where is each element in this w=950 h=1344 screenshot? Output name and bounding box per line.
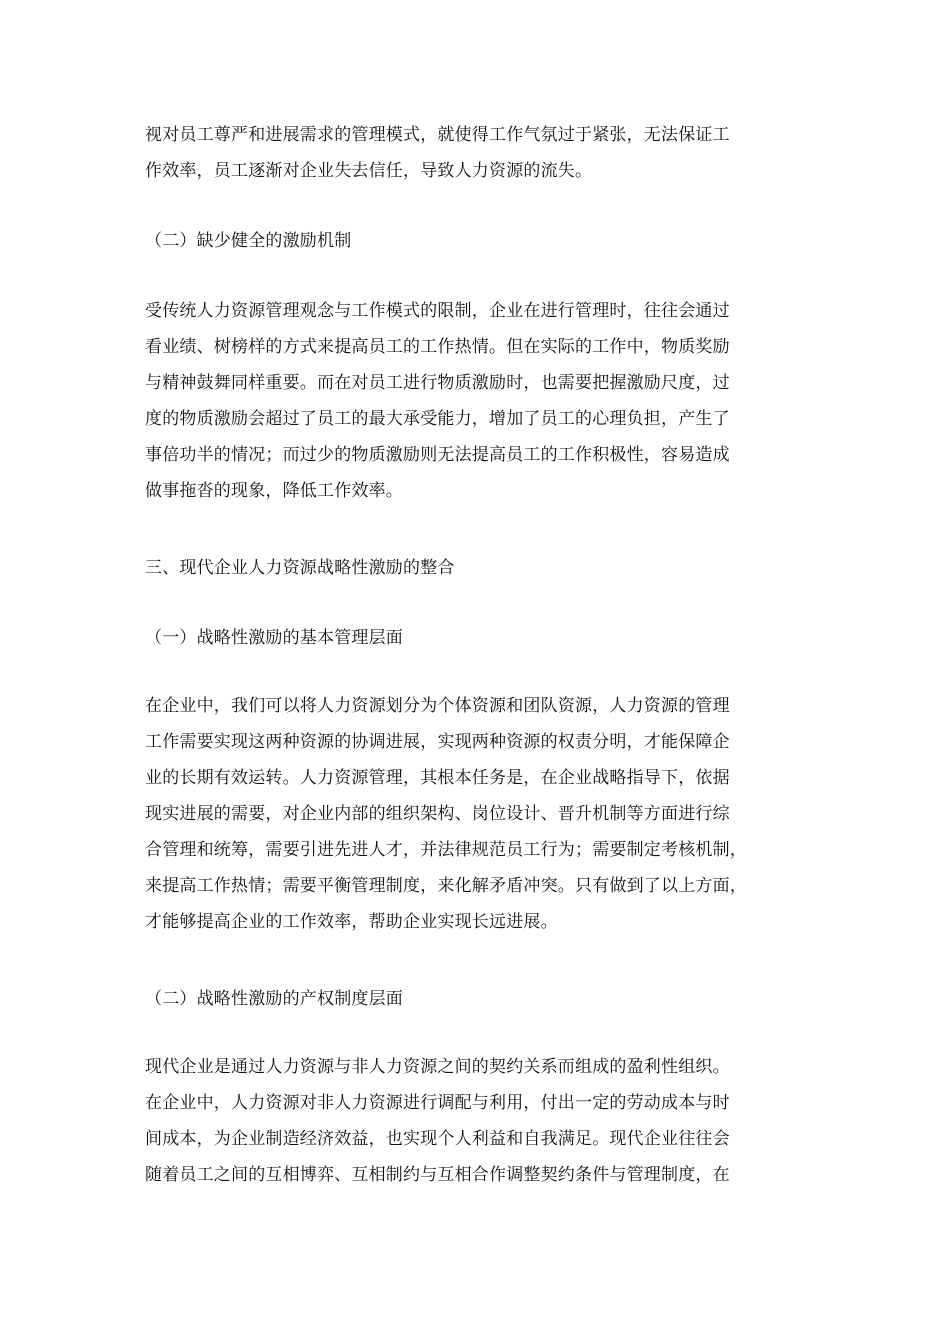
- paragraph-line: 才能够提高企业的工作效率，帮助企业实现长远进展。: [145, 912, 558, 932]
- section-heading: 三、现代企业人力资源战略性激励的整合: [145, 558, 455, 578]
- paragraph-line: 现代企业是通过人力资源与非人力资源之间的契约关系而组成的盈利性组织。: [145, 1057, 730, 1077]
- paragraph-line: 作效率，员工逐渐对企业失去信任，导致人力资源的流失。: [145, 161, 593, 181]
- paragraph-line: 在企业中，人力资源对非人力资源进行调配与利用，付出一定的劳动成本与时: [145, 1093, 730, 1113]
- paragraph-line: 在企业中，我们可以将人力资源划分为个体资源和团队资源，人力资源的管理: [145, 696, 730, 716]
- section-heading: （二）缺少健全的激励机制: [145, 231, 352, 251]
- section-heading: （二）战略性激励的产权制度层面: [145, 989, 403, 1009]
- paragraph-line: 间成本，为企业制造经济效益，也实现个人利益和自我满足。现代企业往往会: [145, 1129, 730, 1149]
- paragraph-line: 业的长期有效运转。人力资源管理，其根本任务是，在企业战略指导下，依据: [145, 768, 730, 788]
- section-heading: （一）战略性激励的基本管理层面: [145, 628, 403, 648]
- paragraph-line: 工作需要实现这两种资源的协调进展，实现两种资源的权责分明，才能保障企: [145, 732, 730, 752]
- paragraph-line: 事倍功半的情况；而过少的物质激励则无法提高员工的工作积极性，容易造成: [145, 445, 730, 465]
- paragraph-line: 做事拖沓的现象，降低工作效率。: [145, 481, 403, 501]
- paragraph-line: 看业绩、树榜样的方式来提高员工的工作热情。但在实际的工作中，物质奖励: [145, 337, 730, 357]
- paragraph-line: 来提高工作热情；需要平衡管理制度，来化解矛盾冲突。只有做到了以上方面，: [145, 876, 747, 896]
- paragraph-line: 视对员工尊严和进展需求的管理模式，就使得工作气氛过于紧张，无法保证工: [145, 125, 730, 145]
- paragraph-line: 受传统人力资源管理观念与工作模式的限制，企业在进行管理时，往往会通过: [145, 301, 730, 321]
- paragraph-line: 度的物质激励会超过了员工的最大承受能力，增加了员工的心理负担，产生了: [145, 409, 730, 429]
- paragraph-line: 现实进展的需要，对企业内部的组织架构、岗位设计、晋升机制等方面进行综: [145, 804, 730, 824]
- paragraph-line: 合管理和统筹，需要引进先进人才，并法律规范员工行为；需要制定考核机制，: [145, 840, 747, 860]
- paragraph-line: 与精神鼓舞同样重要。而在对员工进行物质激励时，也需要把握激励尺度，过: [145, 373, 730, 393]
- paragraph-line: 随着员工之间的互相博弈、互相制约与互相合作调整契约条件与管理制度，在: [145, 1165, 730, 1185]
